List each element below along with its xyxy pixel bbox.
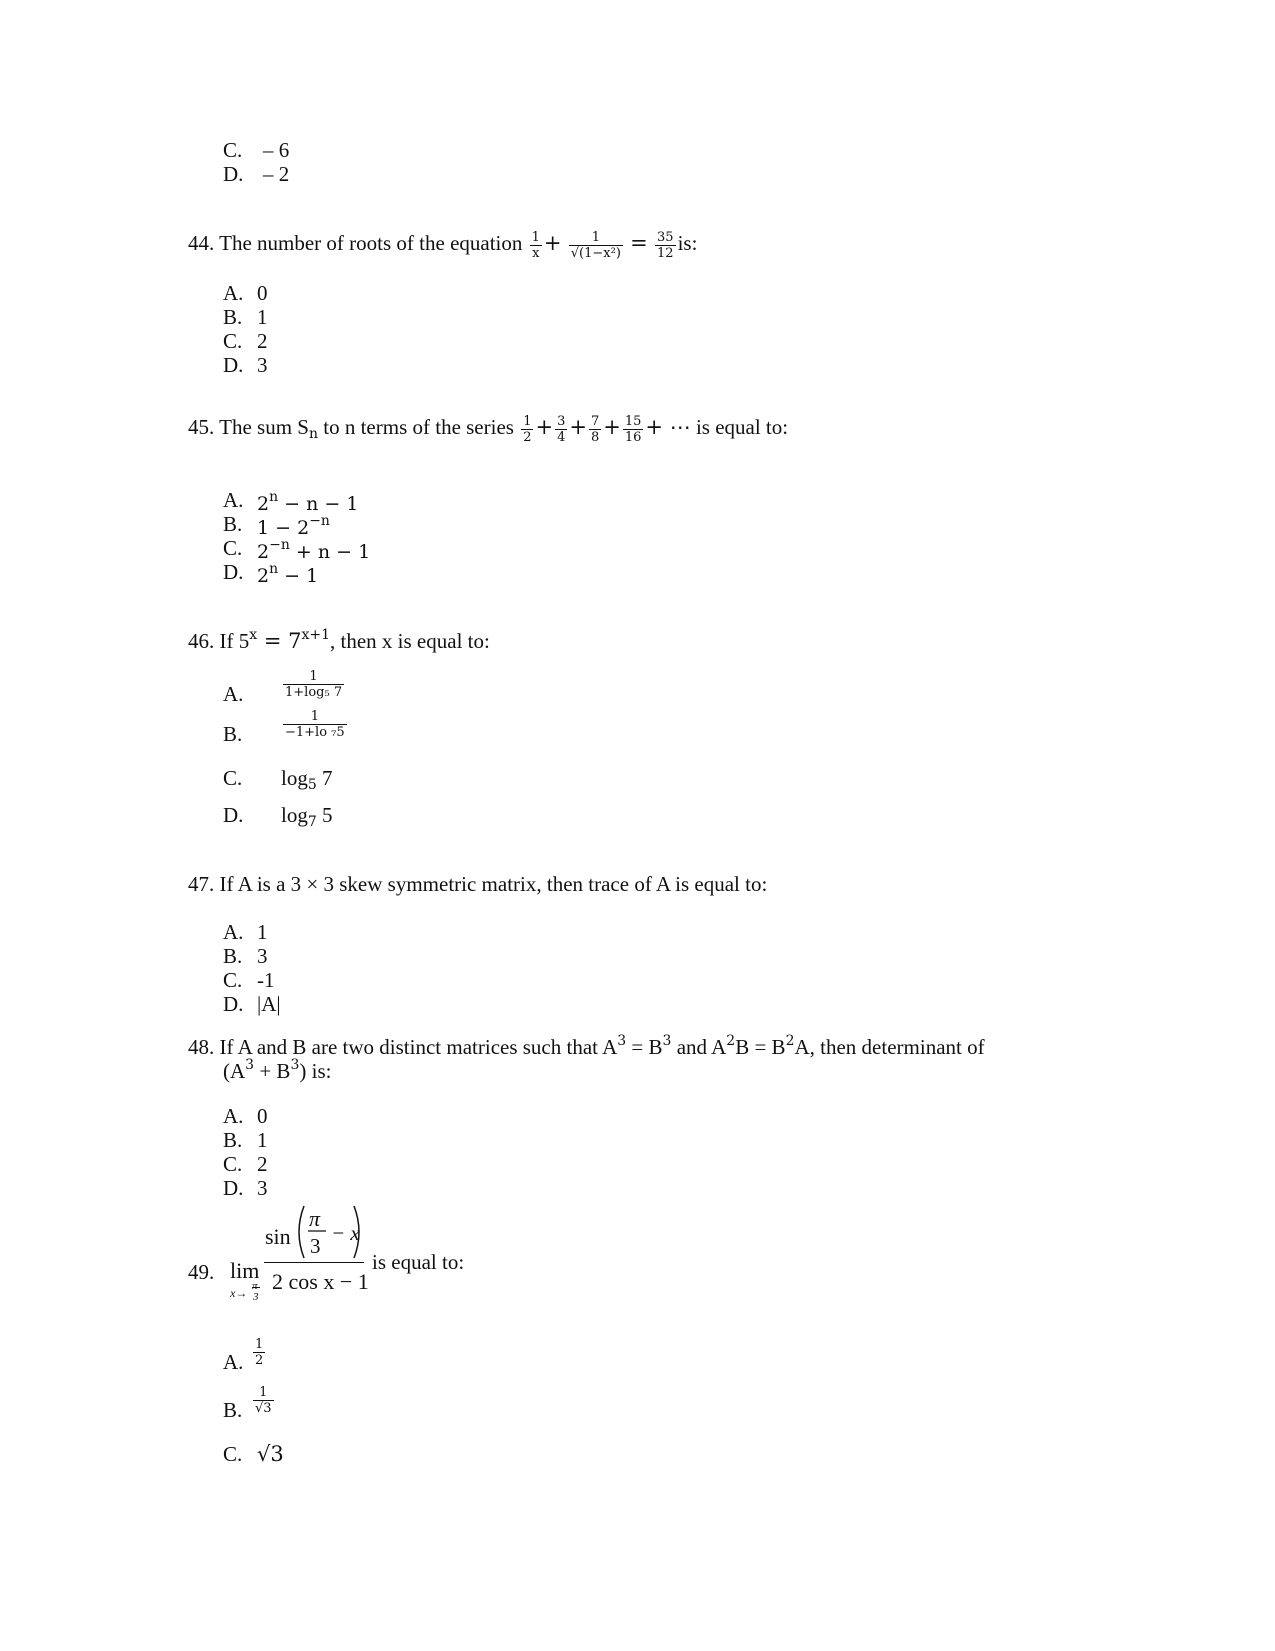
option-a: A. 0	[223, 1104, 268, 1128]
option-a: A. $\frac{1}{2}$	[223, 1337, 264, 1374]
fraction: $\frac{1}{√3}$	[255, 1385, 272, 1416]
question-number: 48.	[188, 1035, 215, 1059]
question-stem-line1: 48. If A and B are two distinct matrices such that $A^3 = B^3$ and $A^2B = B^2A$, then determinant of	[188, 1033, 985, 1059]
option-a: A. $2^n - n - 1$	[223, 488, 359, 515]
fraction-bar	[264, 1262, 364, 1263]
question-stem-line2: $(A^3 + B^3)$ is:	[223, 1057, 332, 1083]
fraction: $\frac{7}{8}$	[590, 413, 600, 445]
numerator-pi: π	[309, 1206, 321, 1231]
option-c: C. √3	[223, 1442, 284, 1466]
option-d: D. $\log_7 5$	[223, 803, 333, 830]
fraction: $\frac{1}{x}$	[531, 229, 540, 261]
fraction: $\frac{1}{2}$	[523, 413, 532, 445]
fraction: $\frac{15}{16}$	[624, 413, 642, 445]
option-c	[223, 138, 290, 162]
numerator-sin: sin	[265, 1224, 291, 1249]
question-text: The number of roots of the equation	[219, 231, 523, 255]
question-stem: 44. The number of roots of the equation $\frac{1}{x}$ + $\frac{1}{\text{√(1−x²)}}$ = $\frac{35}{12}$ is:	[188, 229, 698, 261]
option-c: C. 2	[223, 329, 268, 353]
denominator: 2 cos x − 1	[272, 1269, 369, 1294]
option-d	[223, 162, 290, 186]
option-d: D. 3	[223, 1176, 268, 1200]
option-letter: D.	[223, 162, 244, 186]
numerator-3: 3	[310, 1234, 321, 1258]
option-d: D. $2^n - 1$	[223, 560, 319, 587]
option-c: C. $2^{-n} + n - 1$	[223, 536, 371, 563]
option-d: D. |A|	[223, 992, 281, 1016]
lim-text: lim	[230, 1258, 260, 1283]
option-b: B. 3	[223, 944, 268, 968]
option-a: A. 1	[223, 920, 268, 944]
numerator-minus-x: − x	[331, 1221, 360, 1245]
fraction: $\frac{3}{4}$	[557, 413, 566, 445]
lim-subscript: x→ π 3	[230, 1280, 259, 1303]
option-a: A. 0	[223, 281, 268, 305]
option-text: – 6	[263, 138, 290, 162]
option-c: C. 2	[223, 1152, 268, 1176]
option-b: B. $1 - 2^{-n}$	[223, 512, 330, 539]
fraction: $\frac{35}{12}$	[657, 229, 674, 261]
fraction: $\frac{1}{2}$	[255, 1337, 264, 1368]
option-d: D. 3	[223, 353, 268, 377]
option-b: B. $\frac{1}{\text{−1+lo ₇5}}$	[223, 709, 345, 746]
option-letter: C.	[223, 138, 243, 162]
question-text: is equal to:	[372, 1250, 465, 1274]
option-c: C. $\log_5 7$	[223, 766, 333, 793]
fraction: $\frac{1}{\text{1+log₅ 7}}$	[285, 669, 343, 700]
option-b: B. 1	[223, 1128, 268, 1152]
question-number: 49.	[188, 1260, 215, 1284]
question-stem: 45. The sum $S_n$ to n terms of the series $\frac{1}{2}$ + $\frac{3}{4}$ + $\frac{7}{8}$ + $\frac{15}{16}$ + ⋯ is equal to:	[188, 413, 789, 445]
question-number: 46.	[188, 629, 215, 653]
option-b: B. $\frac{1}{√3}$	[223, 1385, 272, 1422]
option-text: – 2	[263, 162, 290, 186]
option-b: B. 1	[223, 305, 268, 329]
fraction: $\frac{1}{\text{−1+lo ₇5}}$	[285, 709, 345, 740]
question-number: 44.	[188, 231, 215, 255]
option-c: C. -1	[223, 968, 275, 992]
question-stem: 46. If $5^x = 7^{x+1}$, then x is equal to:	[188, 627, 490, 653]
question-number: 47.	[188, 872, 215, 896]
question-stem: 47. If A is a 3 × 3 skew symmetric matrix, then trace of A is equal to:	[188, 872, 768, 896]
question-number: 45.	[188, 415, 215, 439]
option-a: A. $\frac{1}{\text{1+log₅ 7}}$	[223, 669, 343, 706]
fraction: $\frac{1}{\text{√(1−x²)}}$	[570, 229, 621, 261]
